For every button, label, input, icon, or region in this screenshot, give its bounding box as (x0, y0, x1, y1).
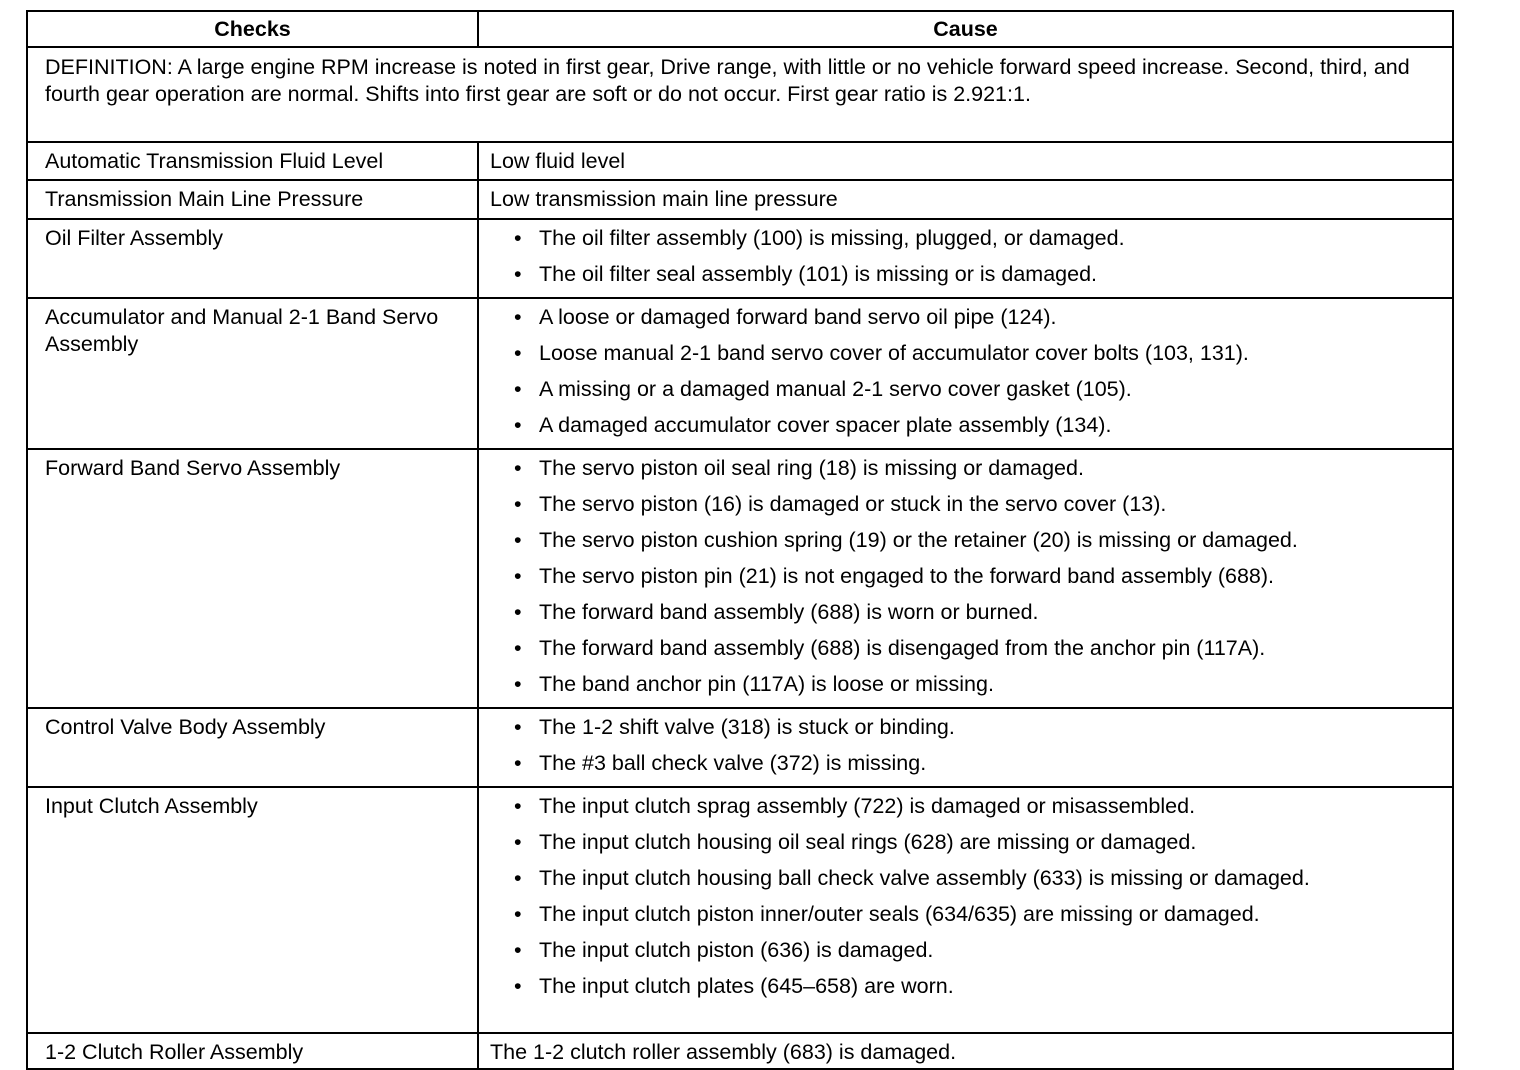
cause-item: • A loose or damaged forward band servo oil pipe (124). (514, 304, 1440, 331)
checks-header: Checks (27, 11, 478, 47)
cause-item: • The input clutch housing ball check valve assembly (633) is missing or damaged. (514, 865, 1440, 892)
cause-item: • The input clutch piston inner/outer seals (634/635) are missing or damaged. (514, 901, 1440, 928)
cause-item: • The 1-2 shift valve (318) is stuck or binding. (514, 714, 1440, 741)
table-row (27, 219, 1453, 298)
cause-item: • The servo piston oil seal ring (18) is missing or damaged. (514, 455, 1440, 482)
cause-item: • The forward band assembly (688) is worn or burned. (514, 599, 1440, 626)
check-cell: Forward Band Servo Assembly (27, 449, 478, 708)
cause-item: • The #3 ball check valve (372) is missing. (514, 750, 1440, 777)
table-row (27, 298, 1453, 449)
cause-cell: Low fluid level (478, 142, 1453, 180)
diagnosis-table (26, 10, 1454, 1070)
cause-cell (478, 219, 1453, 298)
cause-item: • The oil filter assembly (100) is missing, plugged, or damaged. (514, 225, 1440, 252)
definition-row (27, 47, 1453, 142)
cause-item: • Loose manual 2-1 band servo cover of accumulator cover bolts (103, 131). (514, 340, 1440, 367)
cause-item: • The oil filter seal assembly (101) is missing or is damaged. (514, 261, 1440, 288)
cause-item: • The band anchor pin (117A) is loose or missing. (514, 671, 1440, 698)
check-cell: Accumulator and Manual 2-1 Band Servo Assembly (27, 298, 478, 449)
check-cell: Transmission Main Line Pressure (27, 180, 478, 219)
cause-item: • The servo piston cushion spring (19) or the retainer (20) is missing or damaged. (514, 527, 1440, 554)
cause-item: • The input clutch plates (645–658) are worn. (514, 973, 1440, 1000)
cause-item: • The servo piston (16) is damaged or stuck in the servo cover (13). (514, 491, 1440, 518)
definition-text: DEFINITION: A large engine RPM increase is noted in first gear, Drive range, with little or no vehicle forward speed increase. Second, third, and fourth gear operation are normal. Shifts into first gear are soft or do not occur. First gear ratio is 2.921:1. (27, 47, 1453, 142)
cause-item: • The forward band assembly (688) is disengaged from the anchor pin (117A). (514, 635, 1440, 662)
check-cell: Automatic Transmission Fluid Level (27, 142, 478, 180)
cause-cell (478, 449, 1453, 708)
check-cell: Control Valve Body Assembly (27, 708, 478, 787)
table-row (27, 142, 1453, 180)
header-row (27, 11, 1453, 47)
cause-item: • A missing or a damaged manual 2-1 servo cover gasket (105). (514, 376, 1440, 403)
cause-list (490, 225, 1440, 288)
cause-item: • The input clutch housing oil seal rings (628) are missing or damaged. (514, 829, 1440, 856)
cause-item: • The input clutch sprag assembly (722) is damaged or misassembled. (514, 793, 1440, 820)
cause-header: Cause (478, 11, 1453, 47)
cause-list (490, 793, 1440, 1000)
table-row (27, 180, 1453, 219)
cause-cell: Low transmission main line pressure (478, 180, 1453, 219)
cause-list (490, 304, 1440, 439)
cause-cell (478, 298, 1453, 449)
cause-list (490, 455, 1440, 698)
cause-cell (478, 708, 1453, 787)
cause-item: • The servo piston pin (21) is not engaged to the forward band assembly (688). (514, 563, 1440, 590)
table-row (27, 787, 1453, 1033)
table-row (27, 708, 1453, 787)
table-row (27, 449, 1453, 708)
cause-item: • The input clutch piston (636) is damaged. (514, 937, 1440, 964)
check-cell: Oil Filter Assembly (27, 219, 478, 298)
cause-list (490, 714, 1440, 777)
check-cell: Input Clutch Assembly (27, 787, 478, 1033)
cause-cell (478, 787, 1453, 1033)
cause-cell: The 1-2 clutch roller assembly (683) is damaged. (478, 1033, 1453, 1069)
cause-item: • A damaged accumulator cover spacer plate assembly (134). (514, 412, 1440, 439)
check-cell: 1-2 Clutch Roller Assembly (27, 1033, 478, 1069)
